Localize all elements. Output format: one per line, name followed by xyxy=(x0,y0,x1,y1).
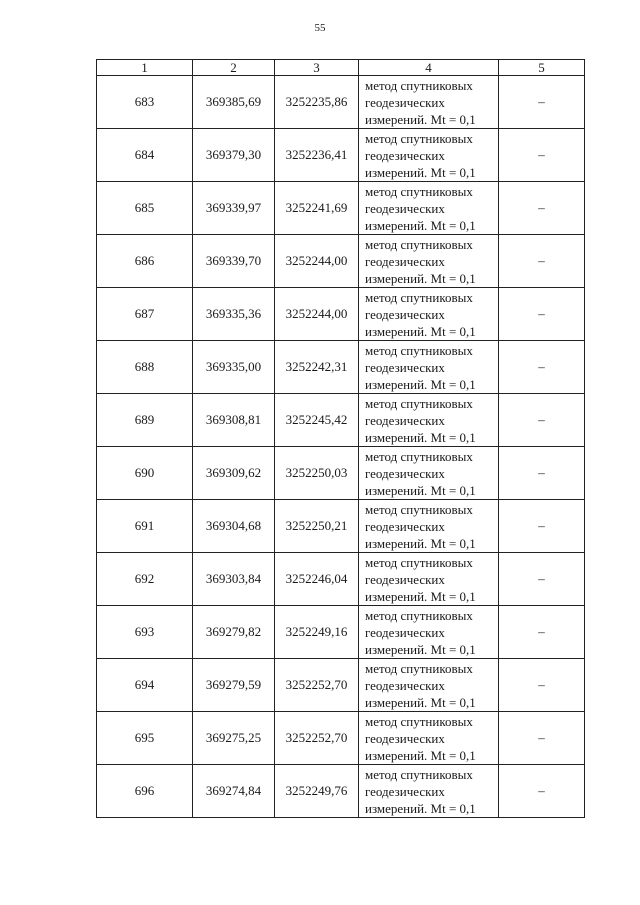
method-line-3: измерений. Mt = 0,1 xyxy=(365,482,476,498)
coordinate-y: 3252244,00 xyxy=(275,288,359,341)
method-description xyxy=(359,500,499,553)
table-row xyxy=(97,712,585,765)
method-line-1: метод спутниковых xyxy=(365,448,473,464)
coordinate-y: 3252249,16 xyxy=(275,606,359,659)
point-number: 694 xyxy=(97,659,193,712)
coordinate-x: 369304,68 xyxy=(193,500,275,553)
method-line-3: измерений. Mt = 0,1 xyxy=(365,429,476,445)
method-line-2: геодезических xyxy=(365,253,445,269)
method-line-2: геодезических xyxy=(365,518,445,534)
coordinate-y: 3252250,03 xyxy=(275,447,359,500)
coordinate-x: 369279,82 xyxy=(193,606,275,659)
coordinate-y: 3252246,04 xyxy=(275,553,359,606)
method-line-1: метод спутниковых xyxy=(365,766,473,782)
method-line-1: метод спутниковых xyxy=(365,660,473,676)
coordinate-y: 3252252,70 xyxy=(275,712,359,765)
table-row xyxy=(97,765,585,818)
table-row xyxy=(97,182,585,235)
coordinate-y: 3252249,76 xyxy=(275,765,359,818)
column-5-value: – xyxy=(499,129,585,182)
method-line-1: метод спутниковых xyxy=(365,501,473,517)
method-description xyxy=(359,553,499,606)
coordinate-x: 369335,00 xyxy=(193,341,275,394)
coordinate-y: 3252252,70 xyxy=(275,659,359,712)
coordinate-x: 369308,81 xyxy=(193,394,275,447)
method-line-3: измерений. Mt = 0,1 xyxy=(365,164,476,180)
coordinate-y: 3252244,00 xyxy=(275,235,359,288)
table-row xyxy=(97,606,585,659)
table-row xyxy=(97,235,585,288)
method-line-3: измерений. Mt = 0,1 xyxy=(365,323,476,339)
coordinate-y: 3252245,42 xyxy=(275,394,359,447)
method-line-1: метод спутниковых xyxy=(365,607,473,623)
method-line-2: геодезических xyxy=(365,730,445,746)
method-line-3: измерений. Mt = 0,1 xyxy=(365,111,476,127)
header-col-1: 1 xyxy=(97,60,193,76)
method-line-1: метод спутниковых xyxy=(365,289,473,305)
point-number: 687 xyxy=(97,288,193,341)
table-row xyxy=(97,553,585,606)
coordinate-y: 3252242,31 xyxy=(275,341,359,394)
header-col-5: 5 xyxy=(499,60,585,76)
coordinate-y: 3252235,86 xyxy=(275,76,359,129)
method-line-2: геодезических xyxy=(365,359,445,375)
coordinate-x: 369335,36 xyxy=(193,288,275,341)
point-number: 688 xyxy=(97,341,193,394)
method-line-2: геодезических xyxy=(365,412,445,428)
column-5-value: – xyxy=(499,659,585,712)
method-description xyxy=(359,235,499,288)
column-5-value: – xyxy=(499,447,585,500)
method-line-1: метод спутниковых xyxy=(365,395,473,411)
point-number: 690 xyxy=(97,447,193,500)
method-line-3: измерений. Mt = 0,1 xyxy=(365,535,476,551)
coordinate-y: 3252236,41 xyxy=(275,129,359,182)
method-line-3: измерений. Mt = 0,1 xyxy=(365,217,476,233)
column-5-value: – xyxy=(499,394,585,447)
point-number: 693 xyxy=(97,606,193,659)
method-line-2: геодезических xyxy=(365,677,445,693)
method-line-3: измерений. Mt = 0,1 xyxy=(365,694,476,710)
method-description xyxy=(359,659,499,712)
method-line-3: измерений. Mt = 0,1 xyxy=(365,800,476,816)
table-row xyxy=(97,659,585,712)
method-description xyxy=(359,76,499,129)
header-col-2: 2 xyxy=(193,60,275,76)
method-line-2: геодезических xyxy=(365,94,445,110)
method-line-1: метод спутниковых xyxy=(365,713,473,729)
method-line-1: метод спутниковых xyxy=(365,554,473,570)
coordinate-x: 369339,97 xyxy=(193,182,275,235)
method-description xyxy=(359,394,499,447)
coordinate-x: 369303,84 xyxy=(193,553,275,606)
method-description xyxy=(359,182,499,235)
method-line-3: измерений. Mt = 0,1 xyxy=(365,270,476,286)
table-header-row xyxy=(97,60,585,76)
method-line-1: метод спутниковых xyxy=(365,183,473,199)
table-row xyxy=(97,341,585,394)
method-line-2: геодезических xyxy=(365,306,445,322)
method-description xyxy=(359,129,499,182)
column-5-value: – xyxy=(499,553,585,606)
coordinate-x: 369309,62 xyxy=(193,447,275,500)
method-description xyxy=(359,765,499,818)
table-row xyxy=(97,129,585,182)
method-description xyxy=(359,712,499,765)
table-row xyxy=(97,288,585,341)
column-5-value: – xyxy=(499,341,585,394)
point-number: 691 xyxy=(97,500,193,553)
method-line-3: измерений. Mt = 0,1 xyxy=(365,376,476,392)
method-description xyxy=(359,288,499,341)
column-5-value: – xyxy=(499,712,585,765)
coordinate-x: 369385,69 xyxy=(193,76,275,129)
table-body xyxy=(97,76,585,818)
coordinate-x: 369279,59 xyxy=(193,659,275,712)
point-number: 684 xyxy=(97,129,193,182)
header-col-3: 3 xyxy=(275,60,359,76)
method-description xyxy=(359,447,499,500)
method-line-2: геодезических xyxy=(365,571,445,587)
page-number: 55 xyxy=(314,22,326,34)
coordinate-x: 369274,84 xyxy=(193,765,275,818)
point-number: 695 xyxy=(97,712,193,765)
coordinate-x: 369379,30 xyxy=(193,129,275,182)
column-5-value: – xyxy=(499,288,585,341)
point-number: 686 xyxy=(97,235,193,288)
coordinate-x: 369275,25 xyxy=(193,712,275,765)
method-description xyxy=(359,341,499,394)
method-line-1: метод спутниковых xyxy=(365,236,473,252)
method-line-2: геодезических xyxy=(365,147,445,163)
method-line-2: геодезических xyxy=(365,783,445,799)
coordinate-y: 3252250,21 xyxy=(275,500,359,553)
method-line-1: метод спутниковых xyxy=(365,342,473,358)
point-number: 689 xyxy=(97,394,193,447)
table-row xyxy=(97,500,585,553)
method-description xyxy=(359,606,499,659)
table-row xyxy=(97,394,585,447)
method-line-2: геодезических xyxy=(365,624,445,640)
coordinate-y: 3252241,69 xyxy=(275,182,359,235)
coordinate-x: 369339,70 xyxy=(193,235,275,288)
method-line-1: метод спутниковых xyxy=(365,130,473,146)
point-number: 685 xyxy=(97,182,193,235)
table-row xyxy=(97,76,585,129)
header-col-4: 4 xyxy=(359,60,499,76)
method-line-3: измерений. Mt = 0,1 xyxy=(365,588,476,604)
point-number: 683 xyxy=(97,76,193,129)
method-line-2: геодезических xyxy=(365,200,445,216)
point-number: 696 xyxy=(97,765,193,818)
column-5-value: – xyxy=(499,765,585,818)
method-line-2: геодезических xyxy=(365,465,445,481)
column-5-value: – xyxy=(499,76,585,129)
column-5-value: – xyxy=(499,235,585,288)
column-5-value: – xyxy=(499,606,585,659)
method-line-3: измерений. Mt = 0,1 xyxy=(365,641,476,657)
method-line-3: измерений. Mt = 0,1 xyxy=(365,747,476,763)
column-5-value: – xyxy=(499,500,585,553)
coordinates-table xyxy=(96,59,585,818)
method-line-1: метод спутниковых xyxy=(365,77,473,93)
table-row xyxy=(97,447,585,500)
column-5-value: – xyxy=(499,182,585,235)
point-number: 692 xyxy=(97,553,193,606)
